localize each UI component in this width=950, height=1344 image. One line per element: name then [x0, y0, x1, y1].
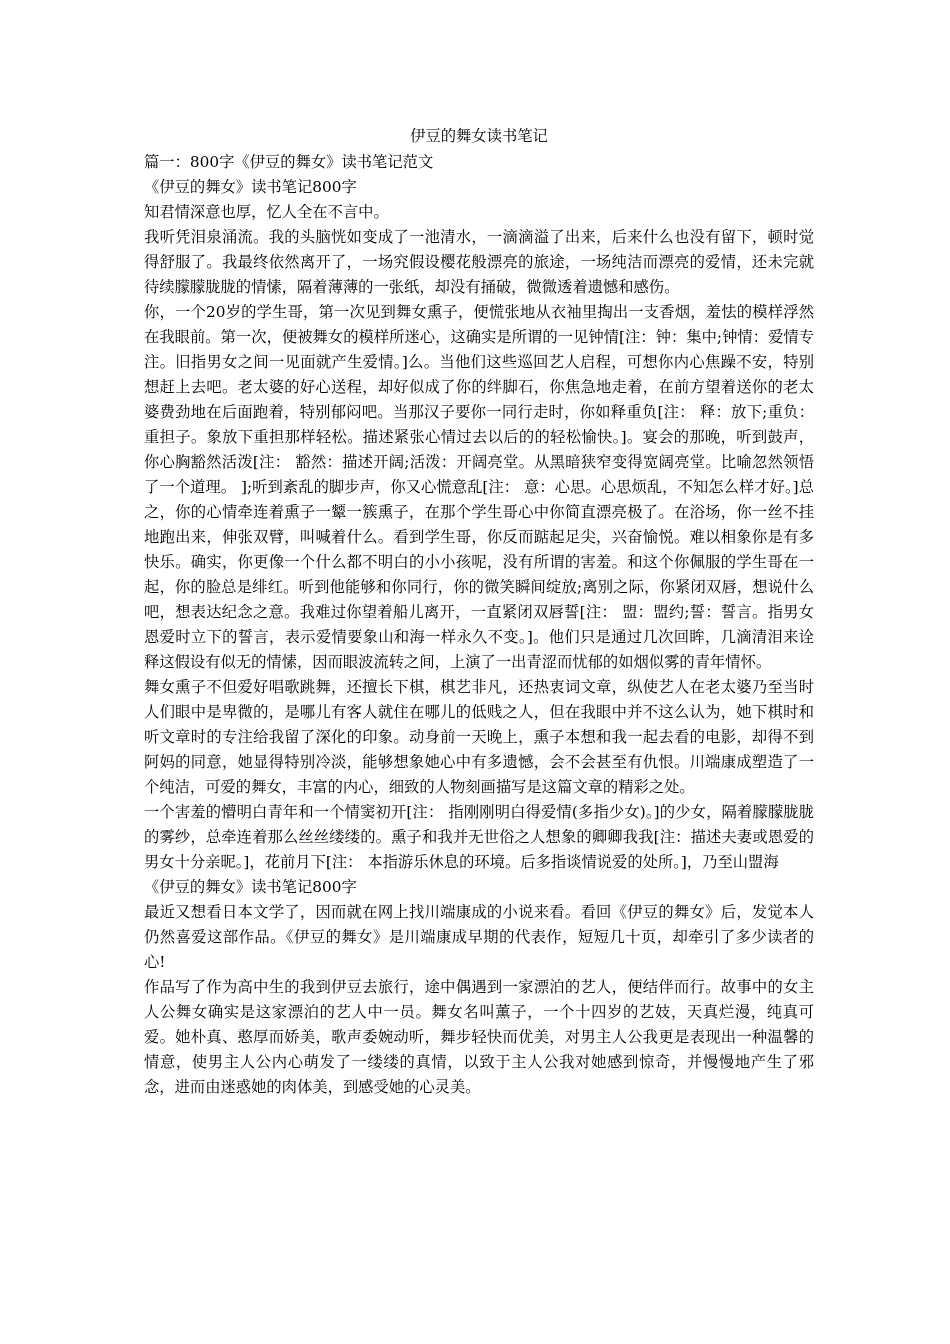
- paragraph: 我听凭泪泉涌流。我的头脑恍如变成了一池清水，一滴滴溢了出来，后来什么也没有留下，顿时觉得舒服了。我最终依然离开了，一场究假设樱花般漂亮的旅途，一场纯洁而漂亮的爱情，还未完就待续朦朦胧胧的情愫，隔着薄薄的一张纸，却没有捅破，微微透着遗憾和感伤。: [144, 228, 814, 296]
- paragraph: 舞女熏子不但爱好唱歌跳舞，还擅长下棋，棋艺非凡，还热衷词文章，纵使艺人在老太婆乃至当时人们眼中是卑微的，是哪儿有客人就住在哪儿的低贱之人，但在我眼中并不这么认为，她下棋时和听文章时的专注给我留了深化的印象。动身前一天晚上，熏子本想和我一起去看的电影，却得不到阿妈的同意，她显得特别冷淡，能够想象她心中有多遗憾，会不会甚至有仇恨。川端康成塑造了一个纯洁，可爱的舞女，丰富的内心，细致的人物刻画描写是这篇文章的精彩之处。: [144, 678, 814, 796]
- document-body: [144, 150, 814, 1100]
- document-page: [144, 122, 814, 1100]
- paragraph: 一个害羞的懵明白青年和一个情窦初开[注： 指刚刚明白得爱情(多指少女)。]的少女，隔着朦朦胧胧的雾纱，总牵连着那么丝丝缕缕的。熏子和我并无世俗之人想象的卿卿我我[注：描述夫妻或恩爱的男女十分亲昵。]，花前月下[注： 本指游乐休息的环境。后多指谈情说爱的处所。]，乃至山盟海: [144, 803, 814, 871]
- document-title: 伊豆的舞女读书笔记: [410, 127, 548, 145]
- paragraph: 你，一个20岁的学生哥，第一次见到舞女熏子，便慌张地从衣袖里掏出一支香烟，羞怯的模样浮然在我眼前。第一次，便被舞女的模样所迷心，这确实是所谓的一见钟情[注：钟：集中;钟情：爱情专注。旧指男女之间一见面就产生爱情。]么。当他们这些巡回艺人启程，可想你内心焦躁不安，特别想赶上去吧。老太婆的好心送程，却好似成了你的绊脚石，你焦急地走着，在前方望着送你的老太婆费劲地在后面跑着，特别郁闷吧。当那汉子要你一同行走时，你如释重负[注： 释：放下;重负：重担子。象放下重担那样轻松。描述紧张心情过去以后的的轻松愉快。]。宴会的那晚，听到鼓声，你心胸豁然活泼[注： 豁然：描述开阔;活泼：开阔亮堂。从黑暗狭窄变得宽阔亮堂。比喻忽然领悟了一个道理。 ];听到紊乱的脚步声，你又心慌意乱[注： 意：心思。心思烦乱，不知怎么样才好。]总之，你的心情牵连着熏子一颦一簇熏子，在那个学生哥心中你简直漂亮极了。在浴场，你一丝不挂地跑出来，伸张双臂，叫喊着什么。看到学生哥，你反而踮起足尖，兴奋愉悦。难以相象你是有多快乐。确实，你更像一个什么都不明白的小小孩呢，没有所谓的害羞。和这个你佩服的学生哥在一起，你的脸总是绯红。听到他能够和你同行，你的微笑瞬间绽放;离别之际，你紧闭双唇，想说什么吧，想表达纪念之意。我难过你望着船儿离开，一直紧闭双唇誓[注： 盟：盟约;誓：誓言。指男女恩爱时立下的誓言，表示爱情要象山和海一样永久不变。]。他们只是通过几次回眸，几滴清泪来诠释这假设有似无的情愫，因而眼波流转之间，上演了一出青涩而忧郁的如烟似雾的青年情怀。: [144, 303, 814, 671]
- paragraph: 最近又想看日本文学了，因而就在网上找川端康成的小说来看。看回《伊豆的舞女》后，发觉本人仍然喜爱这部作品。《伊豆的舞女》是川端康成早期的代表作，短短几十页，却牵引了多少读者的心!: [144, 903, 814, 971]
- subheading: 《伊豆的舞女》读书笔记800字: [144, 878, 357, 896]
- paragraph: 作品写了作为高中生的我到伊豆去旅行，途中偶遇到一家漂泊的艺人，便结伴而行。故事中的女主人公舞女确实是这家漂泊的艺人中一员。舞女名叫薰子，一个十四岁的艺妓，天真烂漫，纯真可爱。她朴真、憨厚而娇美，歌声委婉动听，舞步轻快而优美，对男主人公我更是表现出一种温馨的情意，使男主人公内心萌发了一缕缕的真情，以致于主人公我对她感到惊奇，并慢慢地产生了邪念，进而由迷惑她的肉体美，到感受她的心灵美。: [144, 978, 814, 1096]
- section-heading: 篇一：800字《伊豆的舞女》读书笔记范文: [144, 153, 434, 171]
- epigraph: 知君情深意也厚，忆人全在不言中。: [144, 203, 389, 221]
- subheading: 《伊豆的舞女》读书笔记800字: [144, 178, 357, 196]
